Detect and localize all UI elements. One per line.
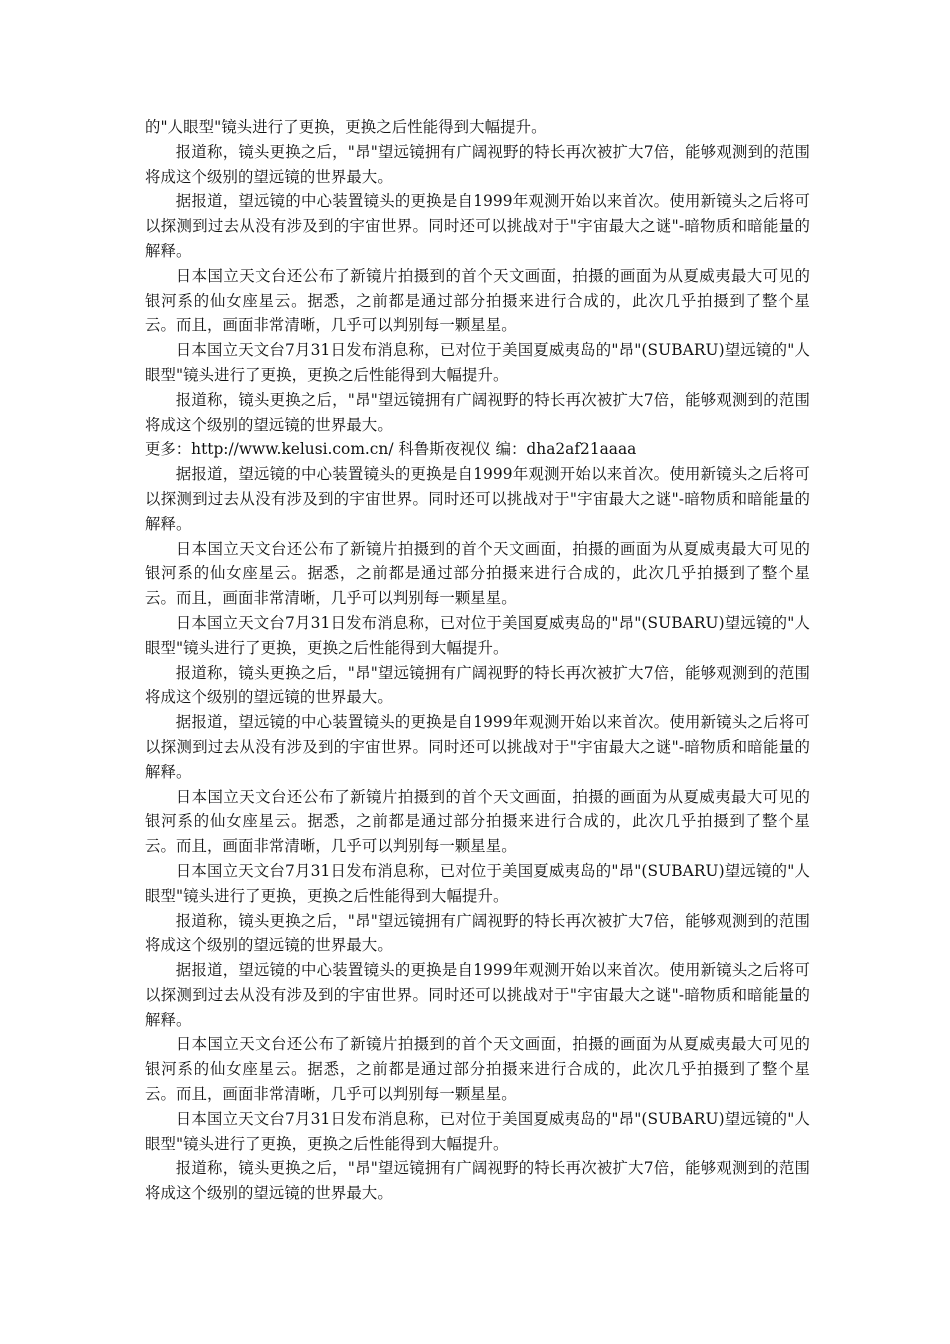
paragraph: 据报道，望远镜的中心装置镜头的更换是自1999年观测开始以来首次。使用新镜头之后将可以探测到过去从没有涉及到的宇宙世界。同时还可以挑战对于"宇宙最大之谜"-暗物质和暗能量的解释。 [145,192,810,260]
paragraph: 据报道，望远镜的中心装置镜头的更换是自1999年观测开始以来首次。使用新镜头之后将可以探测到过去从没有涉及到的宇宙世界。同时还可以挑战对于"宇宙最大之谜"-暗物质和暗能量的解释。 [145,465,810,533]
paragraph: 据报道，望远镜的中心装置镜头的更换是自1999年观测开始以来首次。使用新镜头之后将可以探测到过去从没有涉及到的宇宙世界。同时还可以挑战对于"宇宙最大之谜"-暗物质和暗能量的解释。 [145,961,810,1029]
promo-link-line: 更多：http://www.kelusi.com.cn/ 科鲁斯夜视仪 编：dha2af21aaaa [145,440,637,459]
paragraph: 日本国立天文台7月31日发布消息称，已对位于美国夏威夷岛的"昂"(SUBARU)望远镜的"人眼型"镜头进行了更换，更换之后性能得到大幅提升。 [145,1109,810,1153]
paragraph: 日本国立天文台7月31日发布消息称，已对位于美国夏威夷岛的"昂"(SUBARU)望远镜的"人眼型"镜头进行了更换，更换之后性能得到大幅提升。 [145,341,810,384]
paragraph: 日本国立天文台还公布了新镜片拍摄到的首个天文画面，拍摄的画面为从夏威夷最大可见的银河系的仙女座星云。据悉，之前都是通过部分拍摄来进行合成的，此次几乎拍摄到了整个星云。而且，画面非常清晰，几乎可以判别每一颗星星。 [145,539,810,608]
paragraph: 日本国立天文台还公布了新镜片拍摄到的首个天文画面，拍摄的画面为从夏威夷最大可见的银河系的仙女座星云。据悉，之前都是通过部分拍摄来进行合成的，此次几乎拍摄到了整个星云。而且，画面非常清晰，几乎可以判别每一颗星星。 [145,1035,810,1104]
paragraph: 报道称，镜头更换之后，"昂"望远镜拥有广阔视野的特长再次被扩大7倍，能够观测到的范围将成这个级别的望远镜的世界最大。 [145,911,810,955]
paragraph: 报道称，镜头更换之后，"昂"望远镜拥有广阔视野的特长再次被扩大7倍，能够观测到的范围将成这个级别的望远镜的世界最大。 [145,390,810,434]
paragraph: 报道称，镜头更换之后，"昂"望远镜拥有广阔视野的特长再次被扩大7倍，能够观测到的范围将成这个级别的望远镜的世界最大。 [145,663,810,707]
paragraph: 日本国立天文台还公布了新镜片拍摄到的首个天文画面，拍摄的画面为从夏威夷最大可见的银河系的仙女座星云。据悉，之前都是通过部分拍摄来进行合成的，此次几乎拍摄到了整个星云。而且，画面非常清晰，几乎可以判别每一颗星星。 [145,266,810,335]
paragraph: 报道称，镜头更换之后，"昂"望远镜拥有广阔视野的特长再次被扩大7倍，能够观测到的范围将成这个级别的望远镜的世界最大。 [145,142,810,186]
document-body [145,115,810,1206]
paragraph: 报道称，镜头更换之后，"昂"望远镜拥有广阔视野的特长再次被扩大7倍，能够观测到的范围将成这个级别的望远镜的世界最大。 [145,1159,810,1203]
paragraph: 日本国立天文台7月31日发布消息称，已对位于美国夏威夷岛的"昂"(SUBARU)望远镜的"人眼型"镜头进行了更换，更换之后性能得到大幅提升。 [145,861,810,905]
paragraph: 的"人眼型"镜头进行了更换，更换之后性能得到大幅提升。 [145,118,547,136]
paragraph: 日本国立天文台7月31日发布消息称，已对位于美国夏威夷岛的"昂"(SUBARU)望远镜的"人眼型"镜头进行了更换，更换之后性能得到大幅提升。 [145,613,810,657]
paragraph: 据报道，望远镜的中心装置镜头的更换是自1999年观测开始以来首次。使用新镜头之后将可以探测到过去从没有涉及到的宇宙世界。同时还可以挑战对于"宇宙最大之谜"-暗物质和暗能量的解释。 [145,713,810,781]
paragraph: 日本国立天文台还公布了新镜片拍摄到的首个天文画面，拍摄的画面为从夏威夷最大可见的银河系的仙女座星云。据悉，之前都是通过部分拍摄来进行合成的，此次几乎拍摄到了整个星云。而且，画面非常清晰，几乎可以判别每一颗星星。 [145,787,810,856]
